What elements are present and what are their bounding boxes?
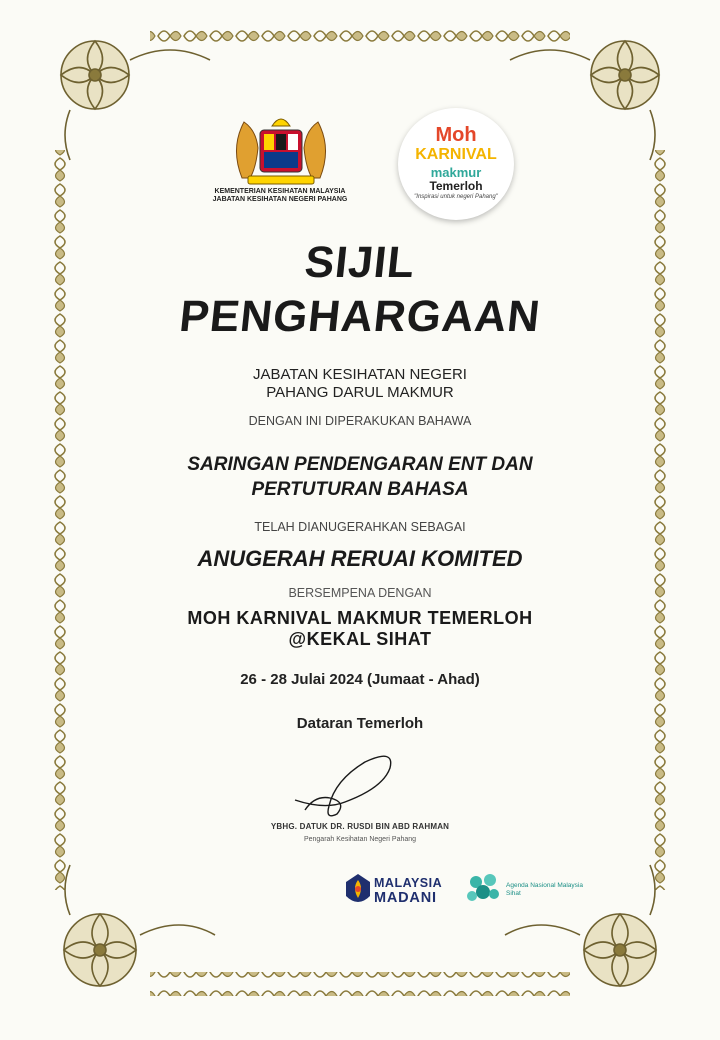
signatory-name: YBHG. DATUK DR. RUSDI BIN ABD RAHMAN <box>270 822 450 831</box>
certificate-title-line-1: SIJIL <box>302 238 418 287</box>
program-line-2: PERTUTURAN BAHASA <box>251 479 469 500</box>
madani-line-2: MADANI <box>374 890 437 906</box>
ministry-line-1: KEMENTERIAN KESIHATAN MALAYSIA <box>214 188 346 195</box>
badge-line-4: Temerloh <box>429 179 483 193</box>
corner-flower-top-right <box>510 41 659 160</box>
moh-karnival-badge <box>398 108 514 220</box>
madani-line-1: MALAYSIA <box>374 876 443 890</box>
agenda-people-icon <box>464 872 504 906</box>
madani-emblem-icon <box>344 872 372 908</box>
corner-flower-bottom-left <box>64 865 215 986</box>
signatory-title: Pengarah Kesihatan Negeri Pahang <box>303 836 417 843</box>
malaysia-madani-logo <box>344 868 460 912</box>
event-date: 26 - 28 Julai 2024 (Jumaat - Ahad) <box>240 671 480 688</box>
program-line-1: SARINGAN PENDENGARAN ENT DAN <box>187 454 533 475</box>
ministry-line-2: JABATAN KESIHATAN NEGERI PAHANG <box>212 196 348 203</box>
badge-line-2: KARNIVAL <box>415 146 497 163</box>
malaysia-coat-of-arms-icon <box>222 108 340 188</box>
event-venue: Dataran Temerloh <box>296 715 424 732</box>
badge-tagline: "Inspirasi untuk negeri Pahang" <box>414 194 498 200</box>
department-name <box>0 366 720 402</box>
awarded-text: TELAH DIANUGERAHKAN SEBAGAI <box>254 520 466 534</box>
corner-flower-top-left <box>61 41 210 160</box>
certificate-title-line-2: PENGHARGAAN <box>177 292 543 341</box>
signature-icon <box>285 740 415 820</box>
ministry-name <box>190 188 370 204</box>
certify-text: DENGAN INI DIPERAKUKAN BAHAWA <box>248 414 472 428</box>
event-line-1: MOH KARNIVAL MAKMUR TEMERLOH <box>187 608 533 628</box>
event-line-2: @KEKAL SIHAT <box>288 629 432 649</box>
badge-line-1: Moh <box>435 124 477 146</box>
occasion-text: BERSEMPENA DENGAN <box>288 586 432 600</box>
department-line-2: PAHANG DARUL MAKMUR <box>266 384 454 401</box>
agenda-nasional-logo <box>464 870 594 910</box>
agenda-text: Agenda Nasional Malaysia Sihat <box>506 882 583 897</box>
event-name <box>0 608 720 650</box>
program-name <box>0 452 720 502</box>
department-line-1: JABATAN KESIHATAN NEGERI <box>253 366 467 383</box>
award-name: ANUGERAH RERUAI KOMITED <box>197 546 523 571</box>
badge-line-3: makmur <box>430 165 482 180</box>
